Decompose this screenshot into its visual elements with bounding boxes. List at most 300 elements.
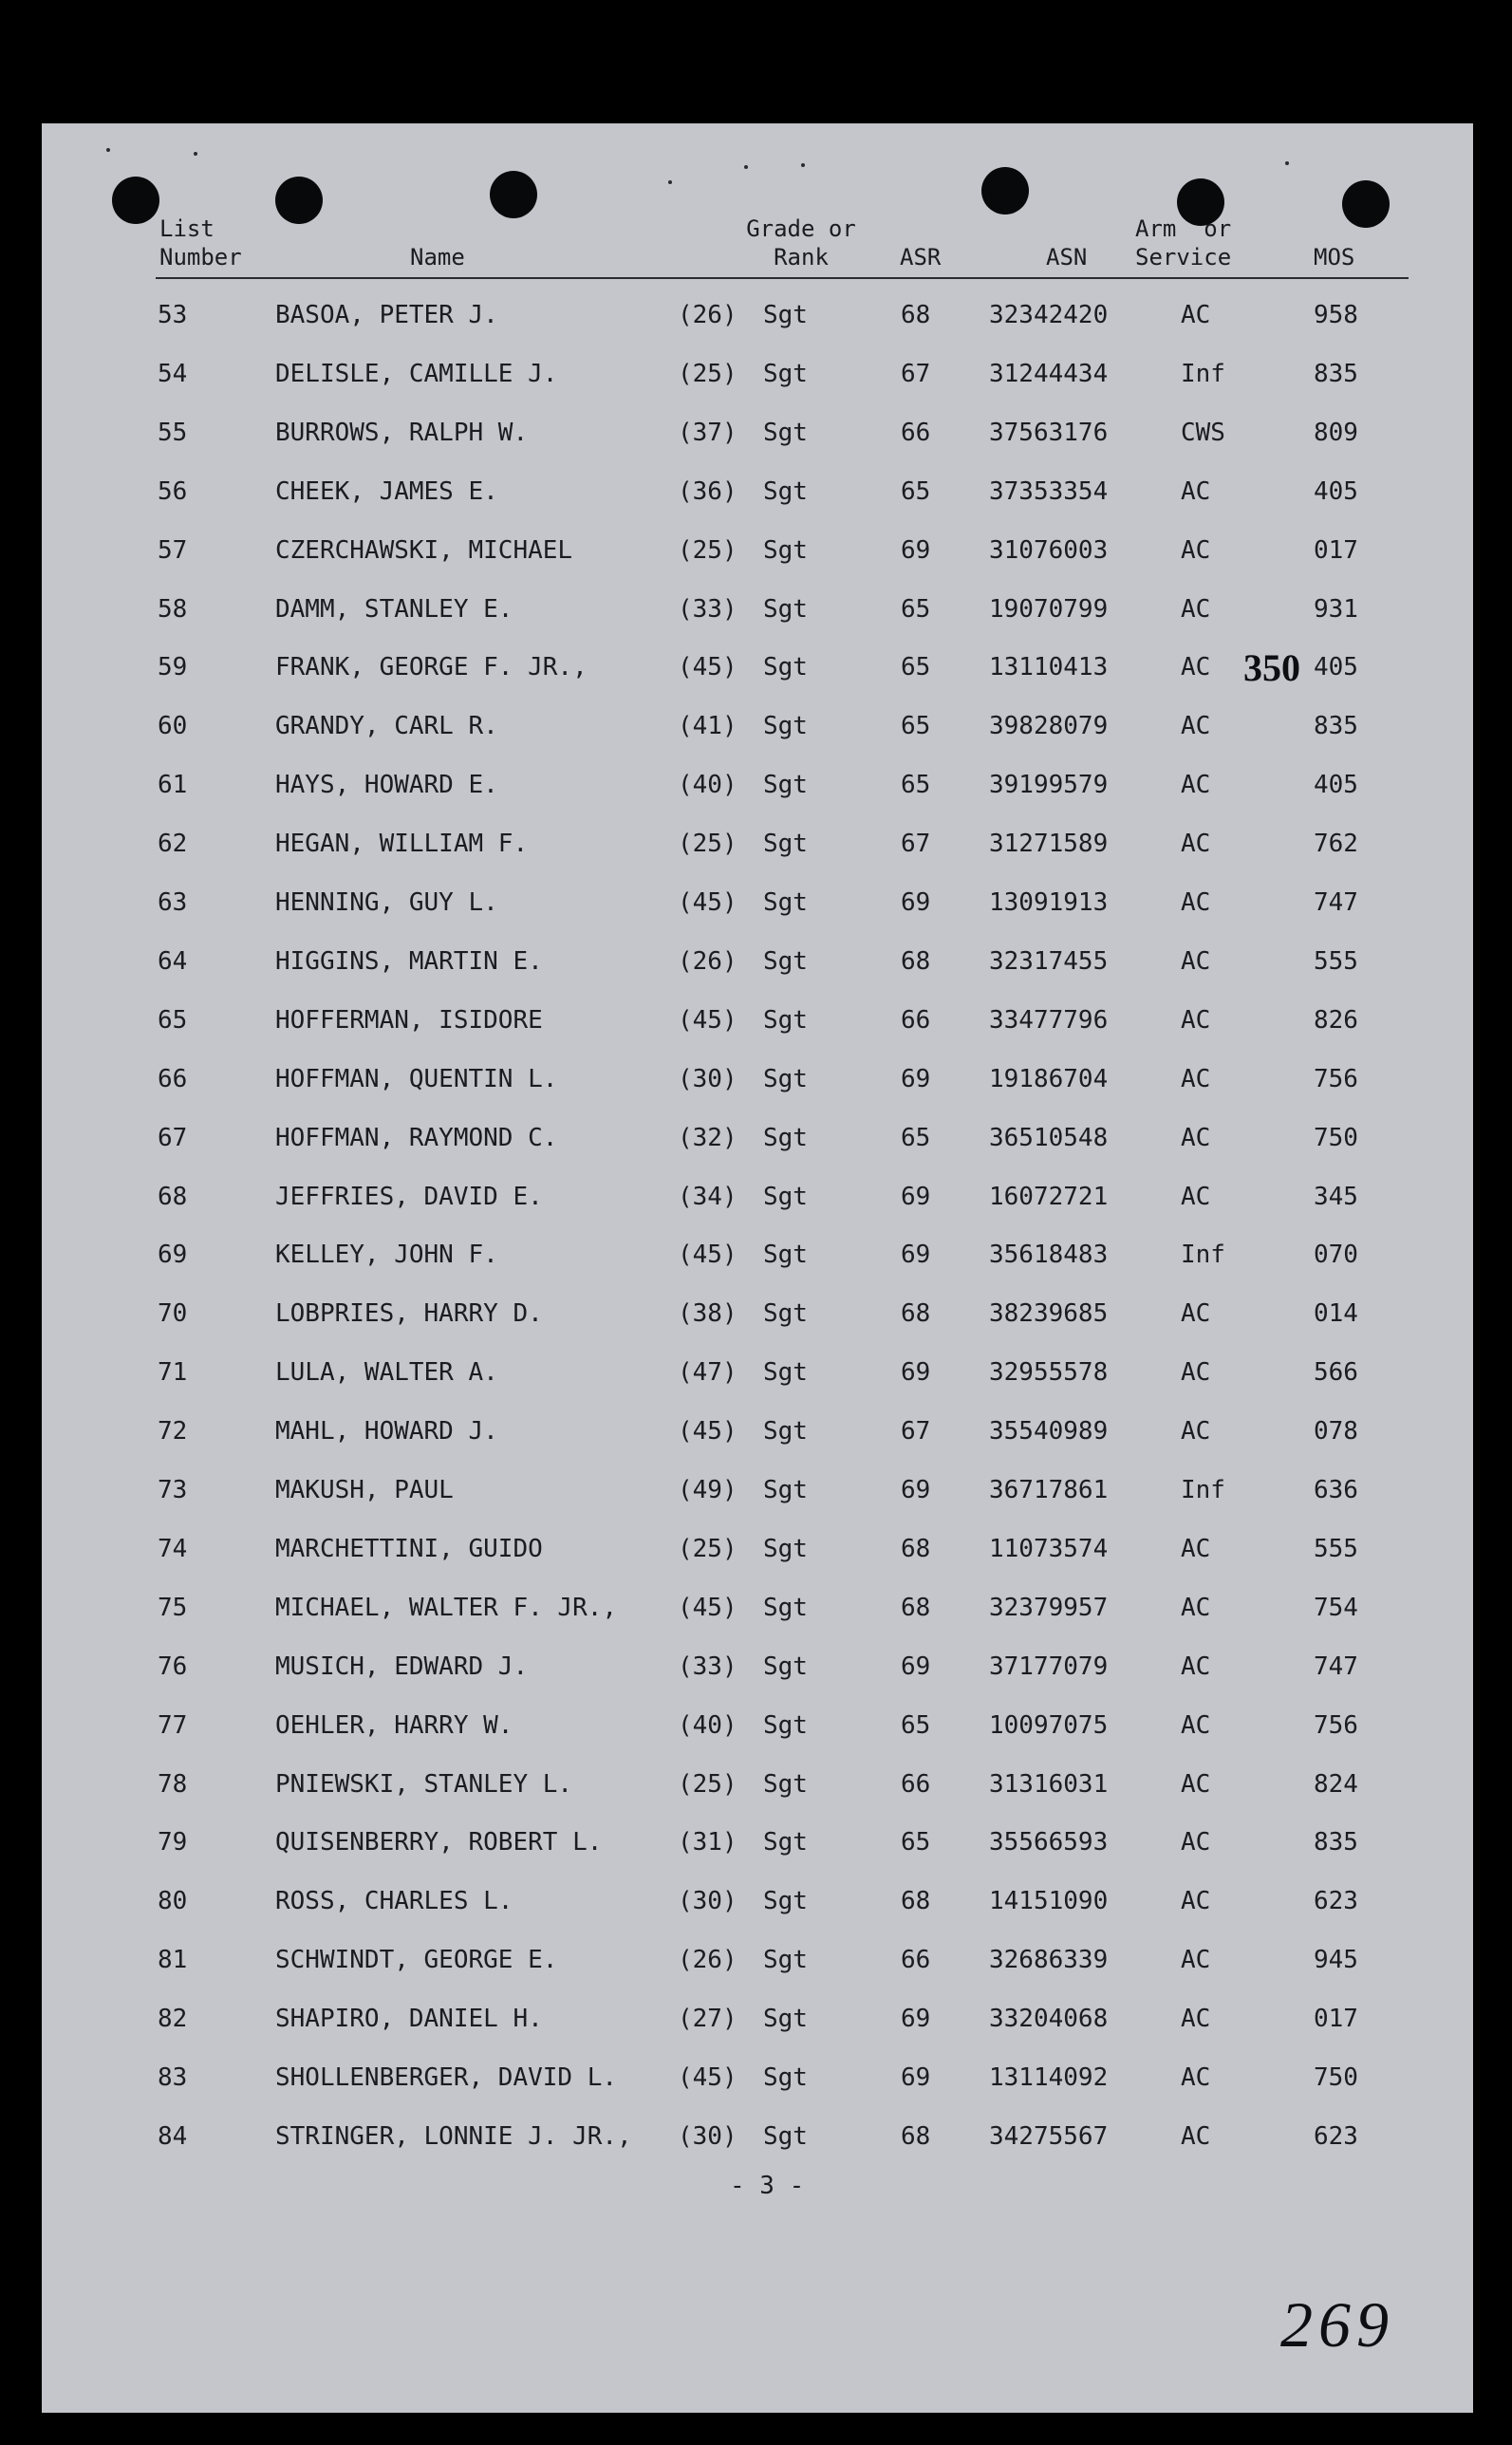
cell-mos: 756 <box>1314 1064 1358 1093</box>
cell-asn: 32379957 <box>989 1593 1109 1622</box>
cell-name: JEFFRIES, DAVID E. <box>275 1182 543 1211</box>
cell-arm: AC <box>1181 1652 1211 1681</box>
document-page <box>42 123 1473 2413</box>
header-list-line1: List <box>159 215 215 242</box>
cell-num: 84 <box>158 2121 188 2151</box>
cell-mos: 756 <box>1314 1710 1358 1740</box>
cell-arm: AC <box>1181 594 1211 624</box>
cell-name: SHOLLENBERGER, DAVID L. <box>275 2063 618 2092</box>
cell-name: LULA, WALTER A. <box>275 1358 498 1388</box>
cell-name: ROSS, CHARLES L. <box>275 1887 513 1916</box>
cell-asn: 37563176 <box>989 418 1109 447</box>
cell-asn: 10097075 <box>989 1710 1109 1740</box>
cell-name: FRANK, GEORGE F. JR., <box>275 653 588 682</box>
table-row <box>42 1295 1473 1333</box>
cell-asr: 68 <box>901 946 931 976</box>
cell-asn: 19186704 <box>989 1064 1109 1093</box>
cell-age: (26) <box>678 946 737 976</box>
cell-mos: 747 <box>1314 1652 1358 1681</box>
cell-asr: 67 <box>901 359 931 388</box>
cell-mos: 636 <box>1314 1476 1358 1504</box>
table-row <box>42 1882 1473 1920</box>
speck <box>106 148 110 152</box>
cell-grade: Sgt <box>763 2121 808 2151</box>
cell-grade: Sgt <box>763 830 808 859</box>
cell-asr: 68 <box>901 1593 931 1622</box>
cell-asn: 13114092 <box>989 2063 1109 2092</box>
header-grade-line1: Grade or <box>746 215 856 242</box>
cell-grade: Sgt <box>763 1417 808 1446</box>
cell-arm: AC <box>1181 301 1211 329</box>
cell-age: (37) <box>678 418 737 447</box>
header-grade-line2: Rank <box>774 244 829 271</box>
cell-arm: AC <box>1181 712 1211 741</box>
cell-name: HAYS, HOWARD E. <box>275 771 498 800</box>
cell-num: 55 <box>158 418 188 447</box>
cell-num: 74 <box>158 1534 188 1563</box>
cell-grade: Sgt <box>763 1652 808 1681</box>
cell-asn: 35618483 <box>989 1241 1109 1270</box>
cell-name: MAKUSH, PAUL <box>275 1476 454 1504</box>
cell-num: 75 <box>158 1593 188 1622</box>
table-row <box>42 532 1473 569</box>
cell-name: GRANDY, CARL R. <box>275 712 498 741</box>
cell-mos: 566 <box>1314 1358 1358 1388</box>
cell-asr: 68 <box>901 2121 931 2151</box>
cell-name: BASOA, PETER J. <box>275 301 498 329</box>
cell-asr: 65 <box>901 712 931 741</box>
cell-num: 62 <box>158 830 188 859</box>
cell-num: 54 <box>158 359 188 388</box>
header-arm <box>1135 215 1231 271</box>
speck <box>668 180 672 184</box>
cell-age: (40) <box>678 1710 737 1740</box>
cell-mos: 750 <box>1314 1123 1358 1152</box>
cell-num: 53 <box>158 301 188 329</box>
cell-grade: Sgt <box>763 653 808 682</box>
cell-mos: 555 <box>1314 946 1358 976</box>
header-arm-line2: Service <box>1135 244 1232 271</box>
cell-arm: Inf <box>1181 1476 1225 1504</box>
cell-asr: 65 <box>901 653 931 682</box>
cell-num: 64 <box>158 946 188 976</box>
speck <box>744 165 748 169</box>
punch-hole <box>490 171 537 218</box>
cell-grade: Sgt <box>763 1769 808 1799</box>
cell-asn: 39828079 <box>989 712 1109 741</box>
cell-num: 73 <box>158 1476 188 1504</box>
cell-age: (45) <box>678 1005 737 1035</box>
header-name: Name <box>410 244 465 271</box>
cell-arm: AC <box>1181 1534 1211 1563</box>
cell-num: 81 <box>158 1946 188 1975</box>
cell-age: (25) <box>678 830 737 859</box>
cell-asr: 69 <box>901 2063 931 2092</box>
cell-name: HEGAN, WILLIAM F. <box>275 830 529 859</box>
cell-num: 80 <box>158 1887 188 1916</box>
table-row <box>42 1353 1473 1391</box>
table-row <box>42 766 1473 804</box>
cell-arm: AC <box>1181 1417 1211 1446</box>
cell-grade: Sgt <box>763 1064 808 1093</box>
header-asn: ASN <box>1046 244 1088 271</box>
header-list-line2: Number <box>159 244 242 271</box>
cell-name: CZERCHAWSKI, MICHAEL <box>275 535 573 565</box>
cell-age: (26) <box>678 301 737 329</box>
cell-mos: 623 <box>1314 2121 1358 2151</box>
table-row <box>42 1707 1473 1745</box>
cell-asr: 69 <box>901 1241 931 1270</box>
cell-asr: 69 <box>901 1476 931 1504</box>
cell-grade: Sgt <box>763 771 808 800</box>
cell-mos: 958 <box>1314 301 1358 329</box>
cell-asn: 16072721 <box>989 1182 1109 1211</box>
cell-asn: 37353354 <box>989 476 1109 506</box>
cell-grade: Sgt <box>763 594 808 624</box>
cell-mos: 623 <box>1314 1887 1358 1916</box>
cell-arm: AC <box>1181 1358 1211 1388</box>
cell-grade: Sgt <box>763 1476 808 1504</box>
punch-hole <box>275 177 323 224</box>
cell-asr: 68 <box>901 301 931 329</box>
cell-mos: 405 <box>1314 771 1358 800</box>
cell-arm: AC <box>1181 946 1211 976</box>
cell-asr: 66 <box>901 1946 931 1975</box>
cell-arm: AC <box>1181 1710 1211 1740</box>
cell-name: HOFFMAN, QUENTIN L. <box>275 1064 558 1093</box>
cell-age: (27) <box>678 2005 737 2034</box>
cell-name: SHAPIRO, DANIEL H. <box>275 2005 543 2034</box>
cell-arm: AC <box>1181 1946 1211 1975</box>
cell-asn: 32686339 <box>989 1946 1109 1975</box>
cell-arm: AC <box>1181 2063 1211 2092</box>
cell-num: 71 <box>158 1358 188 1388</box>
cell-asn: 34275567 <box>989 2121 1109 2151</box>
cell-arm: AC <box>1181 888 1211 917</box>
cell-num: 57 <box>158 535 188 565</box>
punch-hole <box>981 167 1029 215</box>
cell-name: PNIEWSKI, STANLEY L. <box>275 1769 573 1799</box>
cell-name: QUISENBERRY, ROBERT L. <box>275 1828 603 1857</box>
cell-asn: 11073574 <box>989 1534 1109 1563</box>
cell-mos: 835 <box>1314 359 1358 388</box>
cell-age: (33) <box>678 594 737 624</box>
table-row <box>42 1236 1473 1274</box>
cell-asr: 65 <box>901 1710 931 1740</box>
table-row <box>42 825 1473 863</box>
table-row <box>42 1119 1473 1157</box>
table-row <box>42 1060 1473 1098</box>
cell-asr: 68 <box>901 1299 931 1329</box>
cell-grade: Sgt <box>763 1182 808 1211</box>
table-row <box>42 1471 1473 1509</box>
cell-asr: 65 <box>901 771 931 800</box>
cell-age: (45) <box>678 1593 737 1622</box>
cell-grade: Sgt <box>763 888 808 917</box>
cell-arm: CWS <box>1181 418 1225 447</box>
cell-asn: 13110413 <box>989 653 1109 682</box>
cell-age: (47) <box>678 1358 737 1388</box>
cell-name: MICHAEL, WALTER F. JR., <box>275 1593 618 1622</box>
cell-mos: 017 <box>1314 535 1358 565</box>
table-row <box>42 1530 1473 1568</box>
cell-asn: 31076003 <box>989 535 1109 565</box>
cell-asn: 38239685 <box>989 1299 1109 1329</box>
cell-num: 69 <box>158 1241 188 1270</box>
cell-age: (25) <box>678 1769 737 1799</box>
page-number: - 3 - <box>730 2172 805 2200</box>
cell-arm: AC <box>1181 771 1211 800</box>
cell-grade: Sgt <box>763 1005 808 1035</box>
cell-num: 78 <box>158 1769 188 1799</box>
cell-asn: 37177079 <box>989 1652 1109 1681</box>
cell-mos: 017 <box>1314 2005 1358 2034</box>
cell-asr: 69 <box>901 2005 931 2034</box>
table-row <box>42 1765 1473 1803</box>
cell-age: (41) <box>678 712 737 741</box>
cell-mos: 945 <box>1314 1946 1358 1975</box>
cell-arm: AC <box>1181 1769 1211 1799</box>
cell-asn: 14151090 <box>989 1887 1109 1916</box>
cell-age: (31) <box>678 1828 737 1857</box>
cell-grade: Sgt <box>763 946 808 976</box>
speck <box>1285 161 1289 165</box>
cell-mos: 754 <box>1314 1593 1358 1622</box>
cell-arm: AC <box>1181 1887 1211 1916</box>
cell-arm: AC <box>1181 1299 1211 1329</box>
cell-age: (25) <box>678 535 737 565</box>
table-row <box>42 1589 1473 1627</box>
cell-asn: 32342420 <box>989 301 1109 329</box>
cell-name: KELLEY, JOHN F. <box>275 1241 498 1270</box>
handwritten-number: 269 <box>1280 2288 1394 2361</box>
cell-num: 59 <box>158 653 188 682</box>
cell-arm: AC <box>1181 653 1211 682</box>
cell-name: BURROWS, RALPH W. <box>275 418 529 447</box>
cell-arm: AC <box>1181 1828 1211 1857</box>
table-row <box>42 296 1473 334</box>
cell-asr: 68 <box>901 1887 931 1916</box>
table-row <box>42 943 1473 980</box>
cell-asr: 69 <box>901 1182 931 1211</box>
cell-age: (34) <box>678 1182 737 1211</box>
cell-grade: Sgt <box>763 1946 808 1975</box>
cell-asn: 32317455 <box>989 946 1109 976</box>
cell-arm: AC <box>1181 1593 1211 1622</box>
table-row <box>42 2059 1473 2097</box>
cell-num: 67 <box>158 1123 188 1152</box>
cell-grade: Sgt <box>763 1534 808 1563</box>
cell-asn: 39199579 <box>989 771 1109 800</box>
table-row <box>42 2118 1473 2156</box>
table-row <box>42 590 1473 628</box>
cell-mos: 835 <box>1314 712 1358 741</box>
cell-grade: Sgt <box>763 1593 808 1622</box>
cell-grade: Sgt <box>763 1887 808 1916</box>
cell-num: 56 <box>158 476 188 506</box>
cell-mos: 826 <box>1314 1005 1358 1035</box>
cell-age: (30) <box>678 1064 737 1093</box>
cell-name: HOFFERMAN, ISIDORE <box>275 1005 543 1035</box>
cell-asr: 66 <box>901 1769 931 1799</box>
cell-asn: 31244434 <box>989 359 1109 388</box>
cell-asr: 67 <box>901 1417 931 1446</box>
table-row <box>42 1412 1473 1450</box>
cell-asr: 66 <box>901 1005 931 1035</box>
table-row <box>42 1001 1473 1039</box>
cell-age: (26) <box>678 1946 737 1975</box>
cell-asn: 31316031 <box>989 1769 1109 1799</box>
cell-asn: 19070799 <box>989 594 1109 624</box>
cell-mos: 070 <box>1314 1241 1358 1270</box>
cell-grade: Sgt <box>763 301 808 329</box>
table-row <box>42 414 1473 452</box>
cell-num: 68 <box>158 1182 188 1211</box>
cell-arm: AC <box>1181 830 1211 859</box>
cell-asn: 32955578 <box>989 1358 1109 1388</box>
cell-name: STRINGER, LONNIE J. JR., <box>275 2121 632 2151</box>
table-row <box>42 1941 1473 1979</box>
cell-mos: 931 <box>1314 594 1358 624</box>
cell-asn: 36510548 <box>989 1123 1109 1152</box>
cell-grade: Sgt <box>763 1828 808 1857</box>
cell-num: 82 <box>158 2005 188 2034</box>
table-row <box>42 884 1473 922</box>
cell-grade: Sgt <box>763 2063 808 2092</box>
cell-mos: 762 <box>1314 830 1358 859</box>
cell-num: 79 <box>158 1828 188 1857</box>
cell-num: 60 <box>158 712 188 741</box>
cell-num: 76 <box>158 1652 188 1681</box>
cell-asn: 13091913 <box>989 888 1109 917</box>
cell-asr: 66 <box>901 418 931 447</box>
cell-age: (32) <box>678 1123 737 1152</box>
speck <box>801 163 805 167</box>
cell-asr: 67 <box>901 830 931 859</box>
header-rule <box>156 277 1409 279</box>
cell-arm: AC <box>1181 535 1211 565</box>
table-row <box>42 1648 1473 1686</box>
cell-grade: Sgt <box>763 1241 808 1270</box>
cell-grade: Sgt <box>763 418 808 447</box>
cell-grade: Sgt <box>763 1123 808 1152</box>
cell-age: (30) <box>678 2121 737 2151</box>
cell-name: MUSICH, EDWARD J. <box>275 1652 529 1681</box>
cell-arm: AC <box>1181 476 1211 506</box>
cell-num: 65 <box>158 1005 188 1035</box>
header-list <box>159 215 242 271</box>
cell-arm: AC <box>1181 1123 1211 1152</box>
cell-asr: 69 <box>901 1358 931 1388</box>
cell-asn: 35540989 <box>989 1417 1109 1446</box>
cell-age: (45) <box>678 1241 737 1270</box>
table-row <box>42 1178 1473 1216</box>
cell-name: DELISLE, CAMILLE J. <box>275 359 558 388</box>
cell-num: 66 <box>158 1064 188 1093</box>
cell-age: (36) <box>678 476 737 506</box>
cell-num: 58 <box>158 594 188 624</box>
cell-name: HENNING, GUY L. <box>275 888 498 917</box>
punch-hole <box>1342 180 1390 228</box>
cell-age: (40) <box>678 771 737 800</box>
cell-asr: 69 <box>901 888 931 917</box>
cell-num: 72 <box>158 1417 188 1446</box>
stamp-number: 350 <box>1243 646 1300 689</box>
cell-num: 63 <box>158 888 188 917</box>
cell-num: 61 <box>158 771 188 800</box>
cell-asr: 65 <box>901 476 931 506</box>
cell-arm: AC <box>1181 1182 1211 1211</box>
cell-name: HIGGINS, MARTIN E. <box>275 946 543 976</box>
cell-asr: 65 <box>901 1828 931 1857</box>
cell-asr: 69 <box>901 535 931 565</box>
cell-grade: Sgt <box>763 1299 808 1329</box>
cell-arm: AC <box>1181 2121 1211 2151</box>
cell-asn: 31271589 <box>989 830 1109 859</box>
cell-mos: 750 <box>1314 2063 1358 2092</box>
cell-asn: 33477796 <box>989 1005 1109 1035</box>
cell-asr: 65 <box>901 594 931 624</box>
cell-arm: AC <box>1181 1005 1211 1035</box>
table-row <box>42 707 1473 745</box>
cell-grade: Sgt <box>763 712 808 741</box>
cell-num: 83 <box>158 2063 188 2092</box>
header-asr: ASR <box>900 244 942 271</box>
cell-mos: 835 <box>1314 1828 1358 1857</box>
cell-arm: Inf <box>1181 359 1225 388</box>
cell-num: 70 <box>158 1299 188 1329</box>
cell-num: 77 <box>158 1710 188 1740</box>
cell-age: (25) <box>678 359 737 388</box>
cell-asr: 69 <box>901 1064 931 1093</box>
cell-name: SCHWINDT, GEORGE E. <box>275 1946 558 1975</box>
cell-arm: Inf <box>1181 1241 1225 1270</box>
cell-mos: 078 <box>1314 1417 1358 1446</box>
cell-grade: Sgt <box>763 535 808 565</box>
cell-grade: Sgt <box>763 1710 808 1740</box>
cell-arm: AC <box>1181 1064 1211 1093</box>
table-row <box>42 473 1473 511</box>
cell-age: (25) <box>678 1534 737 1563</box>
header-mos: MOS <box>1314 244 1355 271</box>
cell-arm: AC <box>1181 2005 1211 2034</box>
cell-asr: 69 <box>901 1652 931 1681</box>
cell-age: (38) <box>678 1299 737 1329</box>
cell-age: (33) <box>678 1652 737 1681</box>
cell-asn: 36717861 <box>989 1476 1109 1504</box>
table-row <box>42 1823 1473 1861</box>
cell-name: HOFFMAN, RAYMOND C. <box>275 1123 558 1152</box>
cell-age: (45) <box>678 888 737 917</box>
cell-asn: 33204068 <box>989 2005 1109 2034</box>
cell-name: OEHLER, HARRY W. <box>275 1710 513 1740</box>
speck <box>194 152 197 156</box>
punch-hole <box>112 177 159 224</box>
cell-mos: 809 <box>1314 418 1358 447</box>
cell-age: (45) <box>678 1417 737 1446</box>
cell-mos: 747 <box>1314 888 1358 917</box>
cell-grade: Sgt <box>763 359 808 388</box>
cell-grade: Sgt <box>763 2005 808 2034</box>
table-row <box>42 2000 1473 2038</box>
table-row <box>42 355 1473 393</box>
cell-name: DAMM, STANLEY E. <box>275 594 513 624</box>
cell-grade: Sgt <box>763 1358 808 1388</box>
cell-age: (49) <box>678 1476 737 1504</box>
cell-mos: 405 <box>1314 653 1358 682</box>
cell-age: (45) <box>678 653 737 682</box>
cell-age: (30) <box>678 1887 737 1916</box>
